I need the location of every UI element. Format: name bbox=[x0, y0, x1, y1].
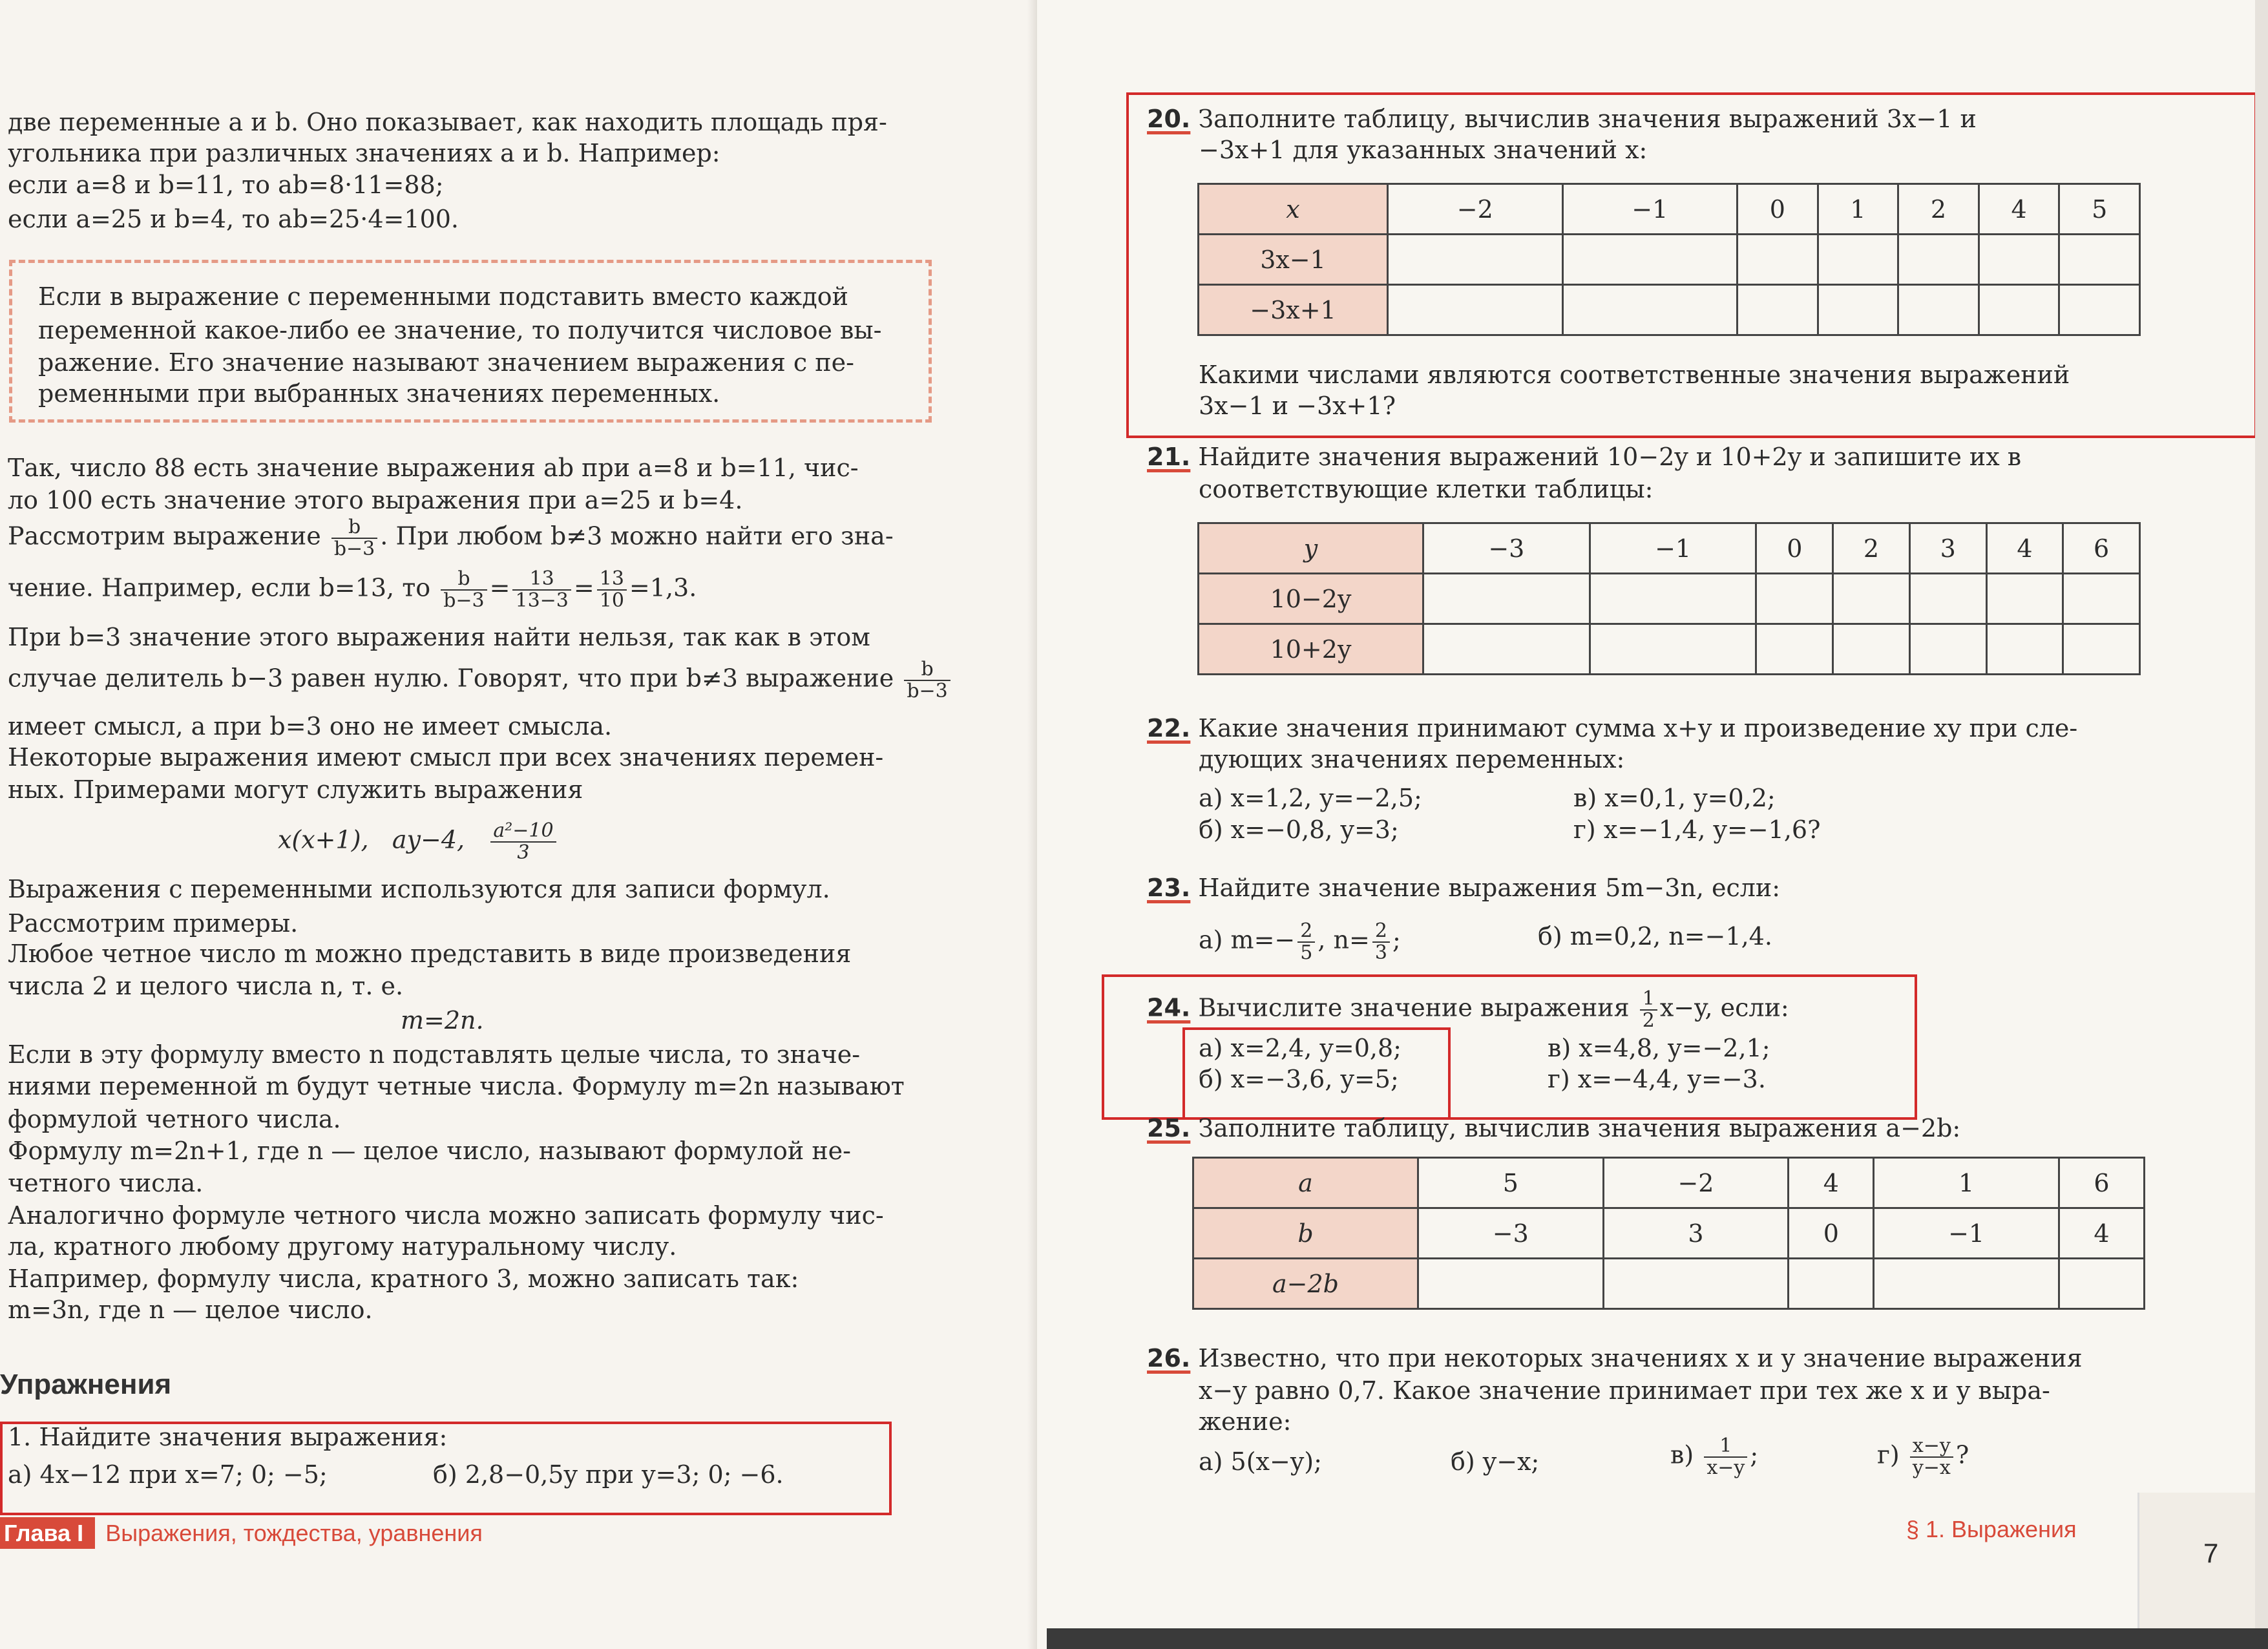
exercise-26-c: в) $\frac{1}{x-y}$ ; bbox=[1670, 1434, 1759, 1479]
fraction: $\frac{\text{a²−10}}{3}$ bbox=[490, 821, 556, 863]
exercise-1-b: б) 2,8−0,5y при y=3; 0; −6. bbox=[433, 1460, 784, 1489]
body-line: Если в эту формулу вместо n подставлять целые числа, то значе- bbox=[8, 1040, 861, 1069]
formula-display: m=2n. bbox=[401, 1006, 484, 1035]
table-cell bbox=[1562, 235, 1738, 285]
table-cell: 4 bbox=[1789, 1158, 1874, 1208]
table-cell: 3 bbox=[1603, 1208, 1789, 1259]
table-cell bbox=[1738, 235, 1818, 285]
body-line: ло 100 есть значение этого выражения при a=25 и b=4. bbox=[8, 486, 743, 514]
table-cell bbox=[1756, 624, 1833, 675]
exercise-26-a: а) 5(x−y); bbox=[1199, 1447, 1322, 1476]
table-cell: 5 bbox=[2059, 184, 2140, 235]
exercise-21-line: 21. Найдите значения выражений 10−2y и 10+2y и запишите их в bbox=[1147, 443, 2022, 471]
exercise-1-a: а) 4x−12 при x=7; 0; −5; bbox=[8, 1460, 328, 1489]
table-cell bbox=[1818, 235, 1898, 285]
table-cell: −2 bbox=[1603, 1158, 1789, 1208]
table-header-cell: b bbox=[1193, 1208, 1418, 1259]
fraction: $\frac{b}{b-3}$ bbox=[904, 659, 950, 702]
table-cell bbox=[1756, 574, 1833, 624]
table-cell bbox=[1590, 624, 1756, 675]
table-cell: 5 bbox=[1418, 1158, 1604, 1208]
left-page bbox=[0, 0, 1037, 1649]
table-header-cell: 10−2y bbox=[1199, 574, 1423, 624]
exercise-26-line: 26. Известно, что при некоторых значениях x и y значение выражения bbox=[1147, 1344, 2083, 1372]
exercise-26-line: жение: bbox=[1199, 1407, 1292, 1436]
exercise-20-line: 20. Заполните таблицу, вычислив значения выражений 3x−1 и bbox=[1147, 105, 1977, 133]
body-line: Рассмотрим примеры. bbox=[8, 909, 299, 938]
table-cell bbox=[1789, 1259, 1874, 1309]
table-cell bbox=[1818, 285, 1898, 335]
table-cell: 4 bbox=[1979, 184, 2059, 235]
exercise-22-line: дующих значениях переменных: bbox=[1199, 745, 1625, 773]
table-cell bbox=[1874, 1259, 2059, 1309]
intro-line: если a=25 и b=4, то ab=25·4=100. bbox=[8, 205, 459, 233]
table-cell: −3 bbox=[1423, 523, 1590, 574]
table-cell: 4 bbox=[1986, 523, 2063, 574]
table-header-cell: y bbox=[1199, 523, 1423, 574]
exercise-24-b: б) x=−3,6, y=5; bbox=[1199, 1065, 1399, 1093]
rule-line: переменной какое-либо ее значение, то получится числовое вы- bbox=[38, 316, 882, 344]
exercise-24-c: в) x=4,8, y=−2,1; bbox=[1548, 1034, 1770, 1062]
table-header-cell: a−2b bbox=[1193, 1259, 1418, 1309]
table-cell: 1 bbox=[1818, 184, 1898, 235]
exercise-22-a: а) x=1,2, y=−2,5; bbox=[1199, 784, 1422, 812]
intro-line: если a=8 и b=11, то ab=8·11=88; bbox=[8, 171, 444, 199]
exercise-25-table-wrap bbox=[1192, 1157, 2145, 1325]
table-cell: 0 bbox=[1756, 523, 1833, 574]
page-number: 7 bbox=[2203, 1538, 2219, 1568]
table-cell: −1 bbox=[1874, 1208, 2059, 1259]
table-cell bbox=[1986, 574, 2063, 624]
body-line: числа 2 и целого числа n, т. е. bbox=[8, 972, 404, 1000]
table-header-cell: 3x−1 bbox=[1199, 235, 1388, 285]
expressions-display: x(x+1), ay−4, $\frac{\text{a²−10}}{3}$ bbox=[278, 821, 559, 863]
table-cell: −1 bbox=[1590, 523, 1756, 574]
chapter-title: Выражения, тождества, уравнения bbox=[105, 1520, 483, 1546]
exercise-22-line: 22. Какие значения принимают сумма x+y и произведение xy при сле- bbox=[1147, 714, 2078, 742]
table-header-cell: 10+2y bbox=[1199, 624, 1423, 675]
table-cell: 1 bbox=[1874, 1158, 2059, 1208]
section-title: Упражнения bbox=[0, 1369, 172, 1400]
fraction: $\frac{13}{10}$ bbox=[597, 569, 627, 611]
exercise-25-table bbox=[1192, 1157, 2145, 1310]
fraction: $\frac{x-y}{y-x}$ bbox=[1910, 1436, 1953, 1478]
table-cell: 0 bbox=[1789, 1208, 1874, 1259]
exercise-1-title: 1. Найдите значения выражения: bbox=[8, 1423, 448, 1451]
chapter-footer bbox=[0, 1520, 483, 1547]
exercise-25-line: 25. Заполните таблицу, вычислив значения выражения a−2b: bbox=[1147, 1114, 1961, 1142]
right-page bbox=[1037, 0, 2268, 1649]
table-cell bbox=[2059, 1259, 2144, 1309]
highlight-box bbox=[0, 1422, 892, 1515]
table-cell bbox=[1986, 624, 2063, 675]
fraction: $\frac{2}{5}$ bbox=[1297, 921, 1315, 963]
body-line: Например, формулу числа, кратного 3, можно записать так: bbox=[8, 1265, 799, 1293]
table-cell: 0 bbox=[1738, 184, 1818, 235]
body-line: ниями переменной m будут четные числа. Формулу m=2n называют bbox=[8, 1072, 905, 1100]
table-cell bbox=[1979, 235, 2059, 285]
body-line: Выражения с переменными используются для записи формул. bbox=[8, 875, 830, 903]
body-line: ла, кратного любому другому натуральному числу. bbox=[8, 1232, 677, 1261]
exercise-23-line: 23. Найдите значение выражения 5m−3n, если: bbox=[1147, 874, 1781, 902]
exercise-22-c: в) x=0,1, y=0,2; bbox=[1573, 784, 1776, 812]
table-cell: 6 bbox=[2059, 1158, 2144, 1208]
table-cell: −2 bbox=[1388, 184, 1563, 235]
table-cell bbox=[1909, 624, 1986, 675]
exercise-22-d: г) x=−1,4, y=−1,6? bbox=[1573, 815, 1821, 844]
body-line: формулой четного числа. bbox=[8, 1105, 341, 1133]
exercise-26-line: x−y равно 0,7. Какое значение принимает при тех же x и y выра- bbox=[1199, 1376, 2050, 1405]
body-line: m=3n, где n — целое число. bbox=[8, 1296, 373, 1324]
exercise-24-d: г) x=−4,4, y=−3. bbox=[1548, 1065, 1766, 1093]
page-number-box bbox=[2137, 1493, 2257, 1628]
table-header-cell: x bbox=[1199, 184, 1388, 235]
table-cell: 2 bbox=[1898, 184, 1979, 235]
exercise-26-b: б) y−x; bbox=[1451, 1447, 1540, 1476]
fraction: $\frac{2}{3}$ bbox=[1372, 921, 1390, 963]
exercise-21-table bbox=[1197, 522, 2141, 675]
exercise-23-a: а) m=− $\frac{2}{5}$ , n= $\frac{2}{3}$ ; bbox=[1199, 919, 1401, 964]
exercise-20-question: Какими числами являются соответственные значения выражений bbox=[1199, 361, 2070, 389]
table-cell bbox=[1738, 285, 1818, 335]
table-cell bbox=[1603, 1259, 1789, 1309]
table-cell bbox=[1898, 285, 1979, 335]
fraction: $\frac{1}{2}$ bbox=[1640, 989, 1657, 1031]
table-cell: 4 bbox=[2059, 1208, 2144, 1259]
body-line: Любое четное число m можно представить в виде произведения bbox=[8, 940, 852, 968]
page-edge bbox=[2255, 0, 2268, 1649]
intro-line: две переменные a и b. Оно показывает, как находить площадь пря- bbox=[8, 108, 887, 136]
exercise-26-d: г) $\frac{x-y}{y-x}$ ? bbox=[1877, 1434, 1969, 1479]
table-cell: −1 bbox=[1562, 184, 1738, 235]
table-cell bbox=[1898, 235, 1979, 285]
body-line: Так, число 88 есть значение выражения ab при a=8 и b=11, чис- bbox=[8, 454, 859, 482]
consider-line: Рассмотрим выражение $\frac{b}{b-3}$ . При любом b≠3 можно найти его зна- bbox=[8, 516, 894, 560]
table-cell bbox=[1562, 285, 1738, 335]
exercise-21-line: соответствующие клетки таблицы: bbox=[1199, 475, 1654, 503]
exercise-23-b: б) m=0,2, n=−1,4. bbox=[1538, 922, 1772, 951]
table-cell: 2 bbox=[1833, 523, 1910, 574]
table-cell: 3 bbox=[1909, 523, 1986, 574]
table-header-cell: a bbox=[1193, 1158, 1418, 1208]
table-cell bbox=[1388, 235, 1563, 285]
table-cell bbox=[1909, 574, 1986, 624]
fraction: $\frac{b}{b-3}$ bbox=[331, 517, 377, 560]
table-cell bbox=[1979, 285, 2059, 335]
table-cell bbox=[1833, 574, 1910, 624]
intro-line: угольника при различных значениях a и b. Например: bbox=[8, 139, 720, 167]
body-line: ных. Примерами могут служить выражения bbox=[8, 775, 583, 804]
table-cell bbox=[2059, 285, 2140, 335]
body-line: четного числа. bbox=[8, 1169, 204, 1197]
fraction: $\frac{1}{x-y}$ bbox=[1704, 1436, 1747, 1478]
table-cell bbox=[1423, 574, 1590, 624]
table-cell bbox=[1388, 285, 1563, 335]
body-line: Некоторые выражения имеют смысл при всех значениях перемен- bbox=[8, 743, 884, 772]
exercise-20-table bbox=[1197, 183, 2141, 336]
scan-edge bbox=[1047, 1628, 2268, 1649]
exercise-22-b: б) x=−0,8, y=3; bbox=[1199, 815, 1399, 844]
exercise-20-line: −3x+1 для указанных значений x: bbox=[1199, 136, 1648, 164]
fraction: $\frac{b}{b-3}$ bbox=[441, 569, 487, 611]
body-line: При b=3 значение этого выражения найти нельзя, так как в этом bbox=[8, 623, 870, 651]
exercise-24-a: а) x=2,4, y=0,8; bbox=[1199, 1034, 1402, 1062]
table-cell bbox=[2063, 574, 2140, 624]
exercise-20-question: 3x−1 и −3x+1? bbox=[1199, 392, 1396, 420]
table-cell bbox=[2059, 235, 2140, 285]
fraction: $\frac{13}{13-3}$ bbox=[512, 569, 571, 611]
example-line: чение. Например, если b=13, то $\frac{b}{b-3}$ = $\frac{13}{13-3}$ = $\frac{13}{10}$ =1,3. bbox=[8, 567, 697, 612]
body-line: имеет смысл, а при b=3 оно не имеет смысла. bbox=[8, 712, 613, 740]
body-line: Формулу m=2n+1, где n — целое число, называют формулой не- bbox=[8, 1137, 851, 1165]
body-line: Аналогично формуле четного числа можно записать формулу чис- bbox=[8, 1201, 884, 1230]
body-line: случае делитель b−3 равен нулю. Говорят, что при b≠3 выражение $\frac{b}{b-3}$ bbox=[8, 659, 953, 702]
table-cell bbox=[1590, 574, 1756, 624]
table-cell bbox=[2063, 624, 2140, 675]
table-header-cell: −3x+1 bbox=[1199, 285, 1388, 335]
table-cell: 6 bbox=[2063, 523, 2140, 574]
definition-box bbox=[9, 260, 932, 423]
chapter-tag: Глава I bbox=[0, 1517, 95, 1549]
rule-line: Если в выражение с переменными подставить вместо каждой bbox=[38, 282, 848, 311]
section-footer: § 1. Выражения bbox=[1906, 1516, 2077, 1542]
table-cell bbox=[1418, 1259, 1604, 1309]
exercise-24-line: 24. Вычислите значение выражения $\frac{1}{2}$ x−y, если: bbox=[1147, 987, 1789, 1032]
table-cell bbox=[1423, 624, 1590, 675]
rule-line: ременными при выбранных значениях переменных. bbox=[38, 379, 720, 408]
table-cell: −3 bbox=[1418, 1208, 1604, 1259]
rule-line: ражение. Его значение называют значением выражения с пе- bbox=[38, 348, 854, 377]
table-cell bbox=[1833, 624, 1910, 675]
